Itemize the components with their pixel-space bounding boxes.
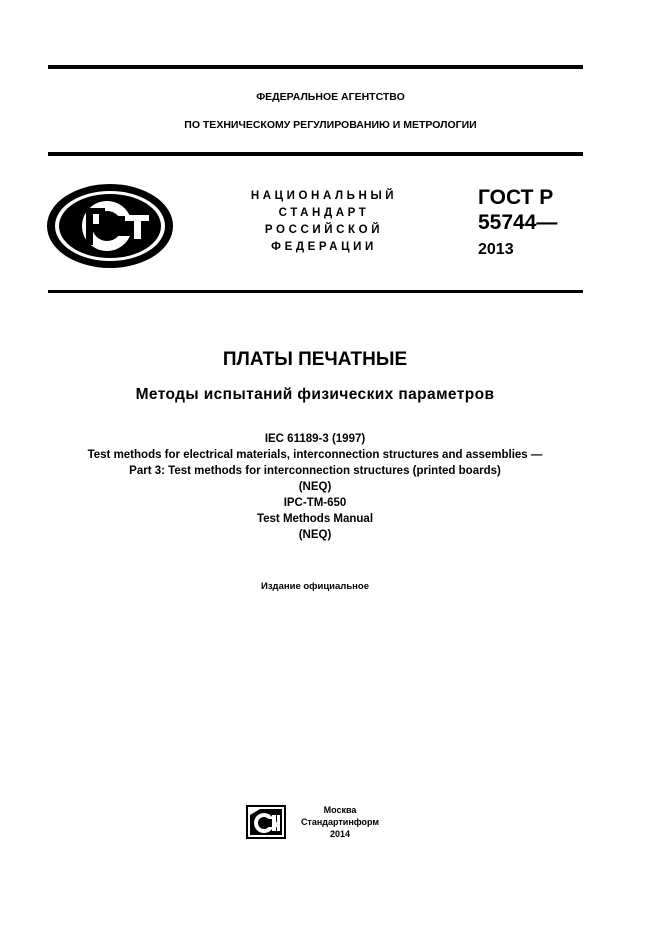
document-title: ПЛАТЫ ПЕЧАТНЫЕ bbox=[222, 349, 408, 370]
gost-number bbox=[478, 184, 557, 261]
reference-standards bbox=[0, 431, 630, 543]
publisher-year: 2014 bbox=[329, 829, 351, 839]
top-rule bbox=[48, 65, 583, 69]
gost-line-2: 55744— bbox=[478, 211, 558, 234]
national-line-2: СТАНДАРТ bbox=[278, 207, 370, 219]
publisher-name: Стандартинформ bbox=[300, 817, 380, 827]
header-rule bbox=[48, 152, 583, 156]
agency-line-2: ПО ТЕХНИЧЕСКОМУ РЕГУЛИРОВАНИЮ И МЕТРОЛОГИИ bbox=[184, 119, 477, 131]
gost-line-3: 2013 bbox=[478, 241, 514, 258]
agency-line-1: ФЕДЕРАЛЬНОЕ АГЕНТСТВО bbox=[256, 91, 405, 103]
national-standard-label bbox=[228, 188, 420, 256]
gost-line-1: ГОСТ Р bbox=[478, 186, 554, 209]
rst-certification-mark-icon bbox=[45, 182, 175, 270]
reference-line: Test Methods Manual bbox=[256, 513, 374, 525]
standartinform-logo-icon bbox=[246, 805, 286, 839]
reference-line: IEC 61189-3 (1997) bbox=[264, 433, 366, 445]
document-subtitle: Методы испытаний физических параметров bbox=[135, 386, 495, 403]
publisher-city: Москва bbox=[323, 805, 357, 815]
reference-line: (NEQ) bbox=[298, 481, 332, 493]
publisher-block bbox=[290, 804, 390, 840]
standard-block-rule bbox=[48, 290, 583, 293]
national-line-4: ФЕДЕРАЦИИ bbox=[271, 241, 377, 253]
reference-line: (NEQ) bbox=[298, 529, 332, 541]
reference-line: Part 3: Test methods for interconnection structures (printed boards) bbox=[129, 465, 501, 477]
reference-line: IPC-TM-650 bbox=[283, 497, 347, 509]
reference-line: Test methods for electrical materials, interconnection structures and assemblies — bbox=[87, 449, 543, 461]
national-line-3: РОССИЙСКОЙ bbox=[264, 224, 384, 236]
edition-label: Издание официальное bbox=[261, 581, 369, 592]
national-line-1: НАЦИОНАЛЬНЫЙ bbox=[250, 190, 398, 202]
